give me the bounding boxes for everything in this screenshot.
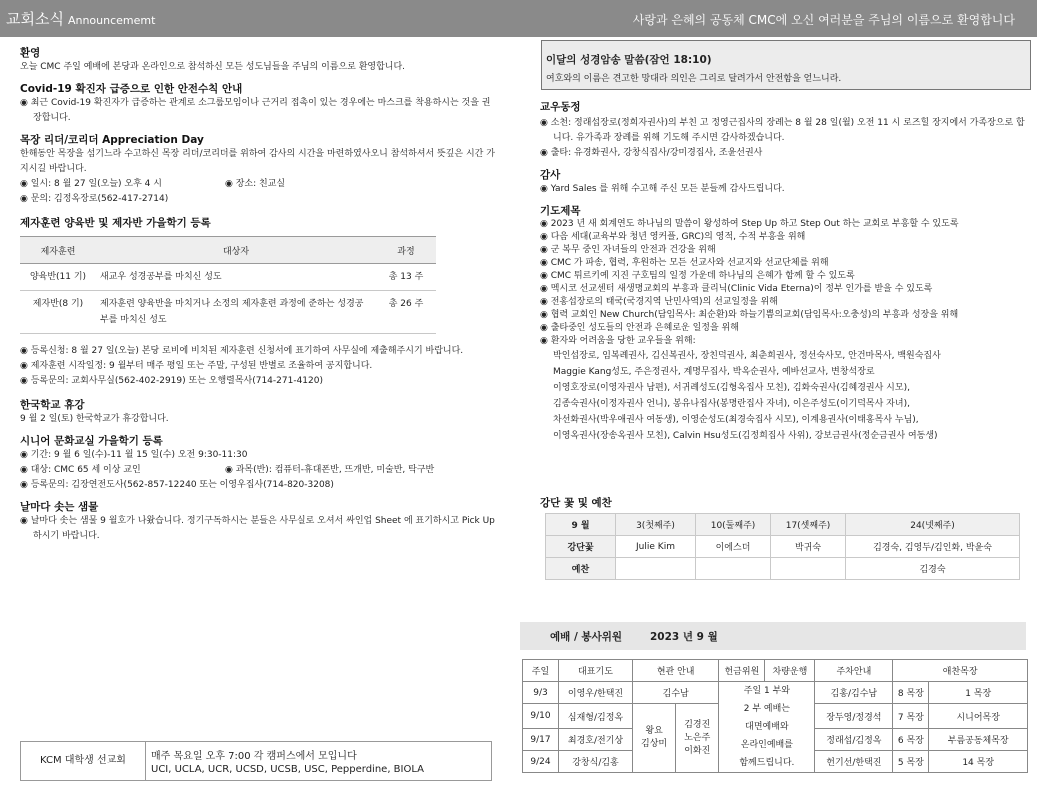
section-title-prayer: 기도제목	[540, 205, 581, 217]
section-title-covid: Covid-19 확진자 급증으로 인한 안전수칙 안내	[20, 83, 243, 95]
table-cell: 10(둘째주)	[696, 514, 771, 536]
table-cell: 새교우 성경공부를 마치신 성도	[96, 264, 376, 291]
table-cell: 헌금위원	[719, 660, 765, 682]
usher-cell-a: 왕요 김상미	[633, 704, 676, 773]
table-cell: 헌기선/한택진	[815, 751, 893, 773]
appreciation-contact: ◉ 문의: 김정옥장로(562-417-2714)	[20, 194, 169, 204]
senior-classes: 과목(반): 컴퓨터-휴대폰반, 뜨개반, 미술반, 탁구반	[235, 465, 435, 475]
table-cell: 강단꽃	[546, 536, 616, 558]
left-column	[20, 37, 495, 544]
table-cell: 9/24	[523, 751, 559, 773]
prayer-item: ◉ 2023 년 새 회계연도 하나님의 말씀이 왕성하여 Step Up 하고 Step Out 하는 교회로 부흥할 수 있도록	[540, 219, 959, 229]
senior-period: ◉ 기간: 9 월 6 일(수)-11 월 15 일(수) 오전 9:30-11:30	[20, 450, 248, 460]
table-cell: 총 13 주	[376, 264, 436, 291]
kcm-label: KCM 대학생 선교회	[21, 742, 146, 780]
welcome-text: 오늘 CMC 주일 예배에 본당과 온라인으로 참석하신 모든 성도님들을 주님의 이름으로 환영합니다.	[20, 62, 406, 72]
covid-bullet: ◉ 최근 Covid-19 확진자가 급증하는 관계로 소그룹모임이나 근거리 접촉이 있는 경우에는 마스크를 착용하시는 것을 권장합니다.	[20, 98, 491, 123]
announcement-title-en: Announcememt	[67, 14, 156, 27]
table-row	[523, 660, 1028, 682]
table-cell: 17(셋째주)	[771, 514, 846, 536]
appreciation-text: 한해동안 목장을 섬기느라 수고하신 목장 리더/코리더를 위하여 감사의 시간을 마련하였사오니 참석하셔서 뜻깊은 시간 가지시길 바랍니다.	[20, 149, 495, 174]
prayer-item: ◉ CMC 튀르키예 지진 구호팀의 일정 가운데 하나님의 은혜가 함께 할 수 있도록	[540, 271, 855, 281]
table-row	[546, 514, 1020, 536]
section-title-news: 교우동정	[540, 101, 581, 113]
prayer-item: ◉ 군 복무 중인 자녀들의 안전과 건강을 위해	[540, 245, 716, 255]
table-cell: 애찬목장	[893, 660, 1028, 682]
table-cell: 장두영/정경석	[815, 704, 893, 729]
table-cell: 제자훈련 양육반을 마치거나 소정의 제자훈련 과정에 준하는 성경공부를 마치신 성도	[96, 291, 376, 334]
table-cell: 주차안내	[815, 660, 893, 682]
welcome-banner-text: 사랑과 은혜의 공동체 CMC에 오신 여러분을 주님의 이름으로 환영합니다	[632, 13, 1015, 27]
table-cell: 김수남	[633, 682, 719, 704]
korean-school-text: 9 월 2 일(토) 한국학교가 휴강합니다.	[20, 414, 169, 424]
discipleship-register: ◉ 등록신청: 8 월 27 일(오늘) 본당 로비에 비치된 제자훈련 신청서에 표기하여 사무실에 제출해주시기 바랍니다.	[20, 346, 464, 356]
table-row	[546, 558, 1020, 580]
table-cell: 김홍/김수남	[815, 682, 893, 704]
patient-line: 박인섭장로, 임복례권사, 김신복권사, 장친덕권사, 최춘희권사, 정선숙사모, 안건마목사, 백원숙집사	[553, 351, 941, 361]
kcm-schedule: 매주 목요일 오후 7:00 각 캠퍼스에서 모입니다	[151, 751, 357, 762]
prayer-item: ◉ CMC 가 파송, 협력, 후원하는 모든 선교사와 선교지와 선교단체를 위해	[540, 258, 829, 268]
section-title-discipleship: 제자훈련 양육반 및 제자반 가을학기 등록	[20, 217, 211, 229]
table-cell: 차량운행	[765, 660, 815, 682]
table-row	[546, 536, 1020, 558]
right-column	[540, 99, 1030, 444]
senior-target: ◉ 대상: CMC 65 세 이상 교인 ◉ 과목(반): 컴퓨터-휴대폰반, 뜨개반, 미술반, 탁구반	[20, 465, 435, 475]
table-cell: 현관 안내	[633, 660, 719, 682]
patient-line: 김종숙권사(이정자권사 언니), 봉유나집사(봉명란집사 자녀), 이은주성도(이기덕목사 자녀),	[553, 399, 910, 409]
table-cell: 이에스더	[696, 536, 771, 558]
table-cell: 양육반(11 기)	[20, 264, 96, 291]
prayer-list	[540, 218, 1030, 348]
patient-line: 이영호장로(이영자권사 남편), 서귀례성도(김형옥집사 모친), 김화숙권사(김혜경권사 시모),	[553, 383, 910, 393]
section-title-korean-school: 한국학교 휴강	[20, 399, 85, 411]
appreciation-date: 일시: 8 월 27 일(오늘) 오후 4 시	[30, 179, 162, 189]
patient-line: 차선화권사(박우애권사 여동생), 이영순성도(최경숙집사 시모), 이계용권사(이태홍목사 누님),	[553, 415, 919, 425]
discipleship-table	[20, 236, 436, 334]
table-cell	[771, 558, 846, 580]
table-cell: 6 목장	[893, 729, 929, 751]
table-cell: 9 월	[546, 514, 616, 536]
prayer-item: ◉ 환자와 어려움을 당한 교우들을 위해:	[540, 336, 696, 346]
service-month: 2023 년 9 월	[650, 631, 718, 643]
table-cell: 14 목장	[929, 751, 1028, 773]
section-title-senior: 시니어 문화교실 가을학기 등록	[20, 435, 163, 447]
senior-contact: ◉ 등록문의: 김장연전도사(562-857-12240 또는 이영우집사(714-820-3208)	[20, 480, 334, 490]
table-cell: 김경숙	[846, 558, 1020, 580]
service-title: 예배 / 봉사위원	[550, 631, 623, 643]
verse-title: 이달의 성경암송 말씀(잠언 18:10)	[546, 54, 712, 66]
table-cell: 부름공동체목장	[929, 729, 1028, 751]
offering-note-cell: 주일 1 부와 2 부 예배는 대면예배와 온라인예배를 함께드립니다.	[719, 682, 815, 773]
table-cell: 정래섭/김정옥	[815, 729, 893, 751]
table-cell: 9/10	[523, 704, 559, 729]
table-row	[20, 291, 436, 334]
prayer-item: ◉ 멕시코 선교센터 새생명교회의 부흥과 클리닉(Clinic Vida Eterna)이 정부 인가를 받을 수 있도록	[540, 284, 933, 294]
table-cell: 3(첫째주)	[616, 514, 696, 536]
news-bullet-funeral: ◉ 소천: 정래섭장로(정희자권사)의 부친 고 정영근집사의 장례는 8 월 28 일(월) 오전 11 시 로즈힐 장지에서 가족장으로 합니다. 유가족과 장례를 위해 기도해 주시면 감사하겠습니다.	[540, 118, 1025, 143]
patient-line: Maggie Kang성도, 주은정권사, 계명무집사, 박옥순권사, 예바선교사, 변창석장로	[553, 367, 875, 377]
section-title-spring: 날마다 솟는 샘물	[20, 501, 99, 513]
covid-bullet-text: 최근 Covid-19 확진자가 급증하는 관계로 소그룹모임이나 근거리 접촉이 있는 경우에는 마스크를 착용하시는 것을 권장합니다.	[30, 98, 491, 123]
thanks-bullet: ◉ Yard Sales 를 위해 수고해 주신 모든 분들께 감사드립니다.	[540, 184, 785, 194]
top-banner	[0, 0, 1037, 37]
prayer-item: ◉ 협력 교회인 New Church(담임목사: 최순환)와 하늘기쁨의교회(담임목사:오충성)의 부흥과 성장을 위해	[540, 310, 959, 320]
service-table	[522, 659, 1028, 773]
discipleship-contact: ◉ 등록문의: 교회사무실(562-402-2919) 또는 오행렬목사(714-271-4120)	[20, 376, 323, 386]
discipleship-header-course: 과정	[376, 237, 436, 264]
table-cell: 8 목장	[893, 682, 929, 704]
table-cell: Julie Kim	[616, 536, 696, 558]
table-row	[20, 264, 436, 291]
table-cell: 최경호/전기상	[559, 729, 633, 751]
service-header-bar	[520, 622, 1026, 650]
usher-cell-b: 김경진 노은주 이화진	[676, 704, 719, 773]
section-title-flower: 강단 꽃 및 예찬	[540, 497, 612, 509]
prayer-item: ◉ 전홍섭장로의 태국(국경지역 난민사역)의 선교일정을 위해	[540, 297, 778, 307]
flower-table	[545, 513, 1020, 580]
table-cell: 강창식/김홍	[559, 751, 633, 773]
table-cell: 이영우/한택진	[559, 682, 633, 704]
table-cell: 총 26 주	[376, 291, 436, 334]
table-cell: 대표기도	[559, 660, 633, 682]
table-cell: 김경숙, 김영두/김인화, 박윤숙	[846, 536, 1020, 558]
table-cell	[616, 558, 696, 580]
table-cell: 9/17	[523, 729, 559, 751]
patient-list	[540, 348, 1030, 444]
table-cell: 시니어목장	[929, 704, 1028, 729]
verse-box	[541, 40, 1031, 90]
section-title-welcome: 환영	[20, 47, 41, 59]
discipleship-header-class: 제자훈련	[20, 237, 96, 264]
section-title-thanks: 감사	[540, 169, 561, 181]
appreciation-details: ◉ 일시: 8 월 27 일(오늘) 오후 4 시 ◉ 장소: 친교실	[20, 179, 286, 189]
table-cell: 주일	[523, 660, 559, 682]
discipleship-header-target: 대상자	[96, 237, 376, 264]
prayer-item: ◉ 다음 세대(교육부와 청년 영커플, GRC)의 영적, 수적 부흥을 위해	[540, 232, 806, 242]
verse-text: 여호와의 이름은 견고한 망대라 의인은 그리로 달려가서 안전함을 얻느니라.	[546, 74, 842, 84]
discipleship-schedule: ◉ 제자훈련 시작일정: 9 월부터 매주 평일 또는 주말, 구성된 반별로 조율하여 공지합니다.	[20, 361, 373, 371]
table-cell: 제자반(8 기)	[20, 291, 96, 334]
patient-line: 이영옥권사(장송옥권사 모친), Calvin Hsu성도(김정희집사 사위), 강보금권사(정순금권사 여동생)	[553, 431, 938, 441]
table-cell: 박귀숙	[771, 536, 846, 558]
table-cell	[696, 558, 771, 580]
section-title-appreciation: 목장 리더/코리더 Appreciation Day	[20, 134, 204, 146]
table-cell: 1 목장	[929, 682, 1028, 704]
table-cell: 9/3	[523, 682, 559, 704]
table-cell: 24(넷째주)	[846, 514, 1020, 536]
table-cell: 5 목장	[893, 751, 929, 773]
announcement-title-ko: 교회소식	[6, 10, 64, 28]
table-cell: 예찬	[546, 558, 616, 580]
table-cell: 7 목장	[893, 704, 929, 729]
appreciation-place: 장소: 친교실	[235, 179, 286, 189]
table-row	[523, 682, 1028, 704]
kcm-box	[20, 741, 492, 781]
kcm-campuses: UCI, UCLA, UCR, UCSD, UCSB, USC, Pepperdine, BIOLA	[151, 764, 425, 775]
news-bullet-travel: ◉ 출타: 유경화권사, 강창식집사/강미경집사, 조윤선권사	[540, 148, 763, 158]
announcement-title	[6, 8, 155, 29]
table-cell: 심재형/김정옥	[559, 704, 633, 729]
prayer-item: ◉ 출타중인 성도들의 안전과 은혜로운 일정을 위해	[540, 323, 739, 333]
spring-bullet: ◉ 날마다 솟는 샘물 9 월호가 나왔습니다. 정기구독하시는 분들은 사무실로 오셔서 싸인업 Sheet 에 표기하시고 Pick Up 하시기 바랍니다.	[20, 516, 495, 541]
